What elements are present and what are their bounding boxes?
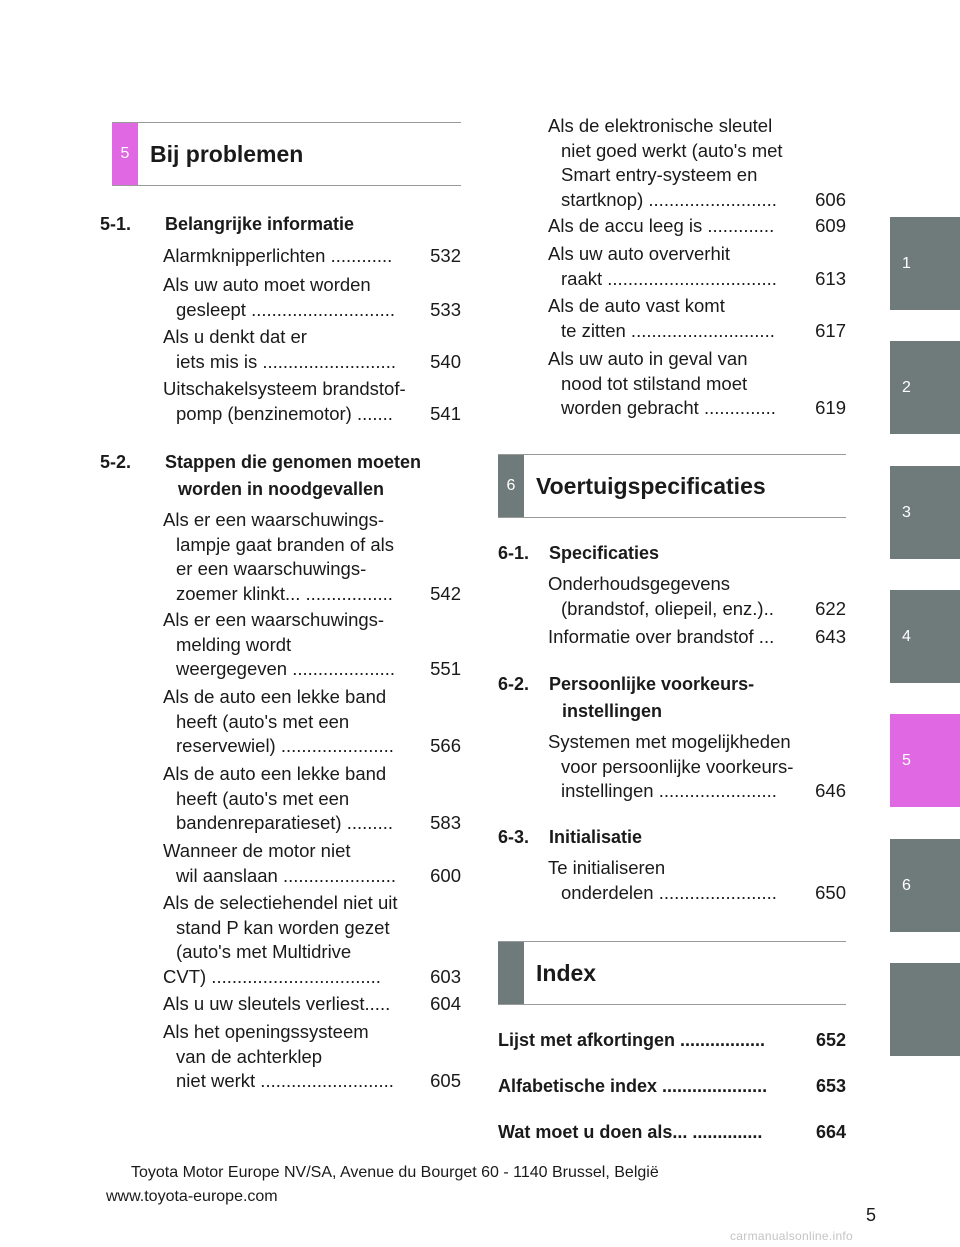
entry-text: voor persoonlijke voorkeurs-	[561, 755, 794, 777]
tab-chapter-3[interactable]	[890, 466, 960, 559]
entry-text: melding wordt	[176, 633, 292, 655]
page-ref: 622	[811, 597, 846, 622]
tab-chapter-5[interactable]	[890, 714, 960, 807]
tab-label: 5	[902, 752, 911, 769]
page-ref: 532	[426, 244, 461, 269]
chapter-title: Stappen die genomen moeten	[165, 452, 422, 472]
entry-text: Wanneer de motor niet	[163, 840, 351, 861]
chapter-title: Persoonlijke voorkeurs-	[549, 674, 755, 694]
toc-entry[interactable]	[548, 294, 846, 343]
toc-entry[interactable]	[163, 1020, 461, 1094]
toc-entry[interactable]	[548, 730, 846, 804]
entry-text: (auto's met Multidrive	[176, 941, 352, 962]
page-ref: 643	[811, 625, 846, 650]
entry-text: Smart entry-systeem en	[561, 164, 758, 185]
tab-label: 4	[902, 628, 911, 645]
tab-label: 6	[902, 877, 911, 894]
section-number-blank	[498, 942, 524, 1004]
entry-text: worden gebracht ..............	[561, 397, 776, 418]
chapter-title-line2: worden in noodgevallen	[178, 479, 385, 499]
page-ref: 541	[426, 402, 461, 427]
entry-text: Als er een waarschuwings-	[163, 609, 385, 630]
entry-text: weergegeven ....................	[176, 658, 396, 679]
entry-text: van de achterklep	[176, 1045, 323, 1067]
tab-label: 2	[902, 379, 911, 396]
page-ref: 646	[811, 779, 846, 804]
index-entry[interactable]	[498, 1119, 846, 1145]
toc-entry[interactable]	[163, 377, 461, 426]
entry-text: Alfabetische index .....................	[498, 1076, 768, 1096]
chapter-heading	[498, 671, 846, 725]
entry-text: Als de auto een lekke band	[163, 686, 387, 707]
entry-text: niet goed werkt (auto's met	[561, 139, 783, 161]
chapter-number: 6-3.	[498, 827, 530, 847]
chapter-number: 6-2.	[498, 674, 530, 694]
section-number: 6	[498, 455, 524, 517]
page-ref: 653	[815, 1076, 846, 1096]
index-entry[interactable]	[498, 1027, 846, 1053]
chapter-title-line2: instellingen	[562, 701, 663, 721]
toc-entry[interactable]	[163, 762, 461, 836]
entry-text: CVT) .................................	[163, 965, 381, 987]
entry-text: Als de auto een lekke band	[163, 763, 387, 784]
tab-chapter-6[interactable]	[890, 839, 960, 932]
tab-chapter-2[interactable]	[890, 341, 960, 434]
toc-entry[interactable]	[163, 508, 461, 606]
entry-text: Informatie over brandstof ...	[548, 626, 775, 647]
entry-text: Systemen met mogelijkheden	[548, 731, 791, 752]
entry-text: Als er een waarschuwings-	[163, 509, 385, 530]
index-header	[498, 941, 846, 1005]
page-ref: 533	[426, 298, 461, 323]
toc-entry[interactable]	[163, 608, 461, 682]
toc-entry[interactable]	[163, 244, 461, 269]
entry-text: Onderhoudsgegevens	[548, 573, 731, 594]
entry-text: Als de selectiehendel niet uit	[163, 892, 398, 913]
watermark: carmanualsonline.info	[730, 1229, 854, 1243]
entry-text: Als het openingssysteem	[163, 1021, 369, 1042]
toc-entry[interactable]	[548, 347, 846, 421]
page-ref: 606	[811, 188, 846, 213]
page-ref: 600	[426, 864, 461, 889]
toc-entry[interactable]	[163, 891, 461, 989]
entry-text: niet werkt ..........................	[176, 1070, 394, 1091]
toc-entry[interactable]	[548, 625, 846, 650]
entry-text: wil aanslaan ......................	[176, 864, 397, 886]
page-ref: 551	[426, 657, 461, 682]
toc-entry[interactable]	[163, 273, 461, 322]
chapter-title: Belangrijke informatie	[165, 214, 355, 234]
section-number: 5	[112, 123, 138, 185]
chapter-title: Initialisatie	[549, 827, 643, 847]
entry-text: er een waarschuwings-	[176, 558, 367, 579]
section-5-header	[112, 122, 461, 186]
tab-label: 3	[902, 504, 911, 521]
chapter-number: 5-1.	[100, 214, 132, 234]
entry-text: gesleept ............................	[176, 298, 396, 320]
footer-url[interactable]: www.toyota-europe.com	[106, 1188, 278, 1205]
entry-text: pomp (benzinemotor) .......	[176, 402, 393, 424]
footer-address: Toyota Motor Europe NV/SA, Avenue du Bourget 60 - 1140 Brussel, België	[131, 1164, 659, 1181]
entry-text: stand P kan worden gezet	[176, 916, 390, 938]
chapter-number: 5-2.	[100, 452, 132, 472]
toc-entry[interactable]	[548, 214, 846, 239]
entry-text: Als uw auto in geval van	[548, 348, 748, 369]
entry-text: Als u denkt dat er	[163, 326, 307, 347]
entry-text: Alarmknipperlichten ............	[163, 245, 393, 266]
chapter-heading	[100, 449, 460, 503]
toc-entry[interactable]	[548, 856, 846, 905]
page-ref: 542	[426, 582, 461, 607]
page-ref: 540	[426, 350, 461, 375]
toc-entry[interactable]	[163, 685, 461, 759]
entry-text: startknop) .........................	[561, 188, 777, 210]
entry-text: Als de accu leeg is .............	[548, 215, 775, 236]
page-ref: 617	[811, 319, 846, 344]
section-title: Bij problemen	[150, 140, 304, 167]
entry-text: (brandstof, oliepeil, enz.)..	[561, 597, 774, 619]
entry-text: Als de elektronische sleutel	[548, 115, 773, 136]
page-ref: 605	[426, 1069, 461, 1094]
toc-entry[interactable]	[548, 242, 846, 291]
page-ref: 613	[811, 267, 846, 292]
entry-text: bandenreparatieset) .........	[176, 812, 393, 833]
page-ref: 609	[811, 214, 846, 239]
page-ref: 583	[426, 811, 461, 836]
entry-text: Als uw auto moet worden	[163, 274, 371, 295]
entry-text: onderdelen .......................	[561, 881, 777, 903]
entry-text: heeft (auto's met een	[176, 787, 350, 809]
entry-text: Als uw auto oververhit	[548, 243, 731, 264]
tab-index[interactable]	[890, 963, 960, 1056]
chapter-title: Specificaties	[549, 543, 660, 563]
tab-chapter-1[interactable]	[890, 217, 960, 310]
entry-text: te zitten ............................	[561, 319, 775, 341]
toc-entry[interactable]	[163, 325, 461, 374]
entry-text: reservewiel) ......................	[176, 735, 394, 756]
entry-text: raakt .................................	[561, 267, 777, 289]
page-ref: 619	[811, 396, 846, 421]
entry-text: nood tot stilstand moet	[561, 372, 748, 394]
page-ref: 604	[426, 992, 461, 1017]
tab-chapter-4[interactable]	[890, 590, 960, 683]
entry-text: instellingen .......................	[561, 780, 777, 801]
section-title: Voertuigspecificaties	[536, 472, 766, 499]
toc-entry[interactable]	[548, 114, 846, 212]
entry-text: zoemer klinkt... .................	[176, 582, 393, 604]
section-title: Index	[536, 959, 597, 986]
entry-text: heeft (auto's met een	[176, 710, 350, 732]
entry-text: lampje gaat branden of als	[176, 533, 395, 555]
toc-entry[interactable]	[163, 992, 461, 1017]
page-ref: 603	[426, 965, 461, 990]
page-number: 5	[866, 1205, 877, 1225]
section-6-header	[498, 454, 846, 518]
toc-entry[interactable]	[163, 839, 461, 888]
entry-text: Lijst met afkortingen .................	[498, 1030, 766, 1050]
entry-text: Als u uw sleutels verliest.....	[163, 993, 391, 1014]
page-ref: 652	[815, 1030, 846, 1050]
toc-entry[interactable]	[548, 572, 846, 621]
page-ref: 566	[426, 734, 461, 759]
entry-text: Wat moet u doen als... ..............	[498, 1122, 763, 1142]
entry-text: Als de auto vast komt	[548, 295, 725, 316]
page-ref: 650	[811, 881, 846, 906]
entry-text: Te initialiseren	[548, 857, 666, 878]
chapter-number: 6-1.	[498, 543, 530, 563]
entry-text: iets mis is ..........................	[176, 350, 396, 372]
entry-text: Uitschakelsysteem brandstof-	[163, 378, 406, 399]
page-ref: 664	[815, 1122, 846, 1142]
index-entry[interactable]	[498, 1073, 846, 1099]
tab-label: 1	[902, 255, 911, 272]
